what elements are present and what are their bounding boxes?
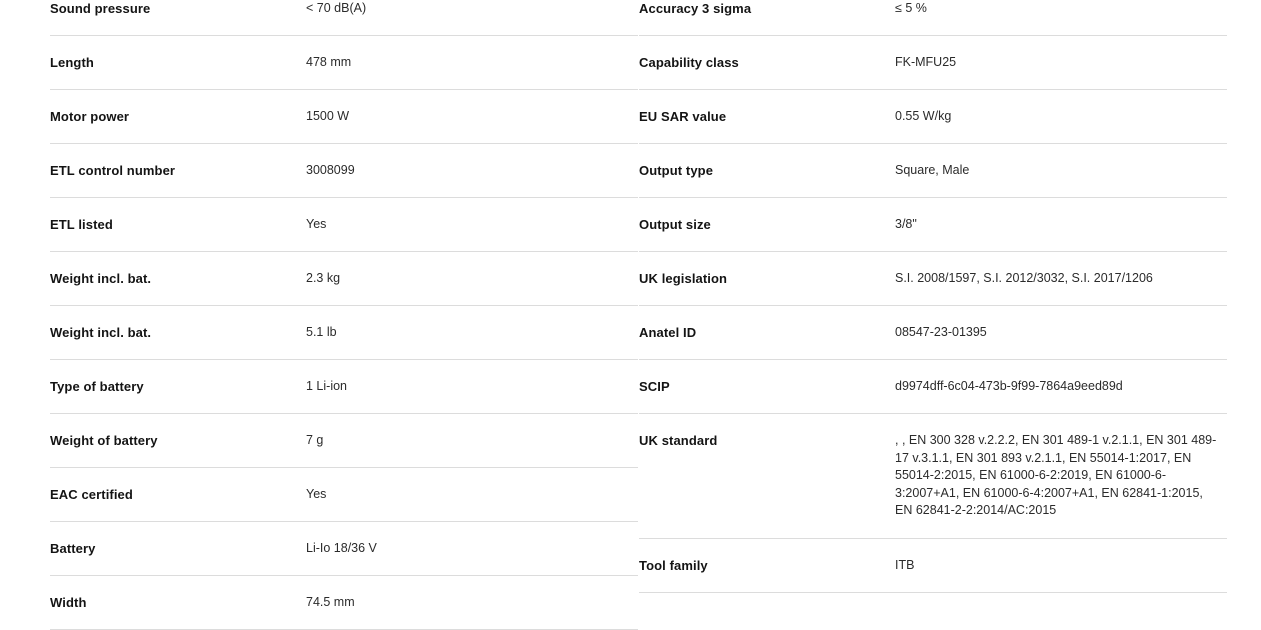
table-row: [639, 539, 1227, 593]
table-row: [50, 198, 638, 252]
table-row: [639, 198, 1227, 252]
spec-value: Yes: [306, 487, 327, 501]
spec-value: d9974dff-6c04-473b-9f99-7864a9eed89d: [895, 379, 1123, 393]
spec-value: 0.55 W/kg: [895, 109, 952, 123]
spec-label: Sound pressure: [50, 1, 151, 16]
spec-value: S.I. 2008/1597, S.I. 2012/3032, S.I. 2017/1206: [895, 271, 1153, 285]
spec-value: ≤ 5 %: [895, 1, 927, 15]
spec-value: < 70 dB(A): [306, 1, 367, 15]
spec-label: Weight incl. bat.: [50, 271, 152, 286]
spec-value: ITB: [895, 557, 915, 572]
spec-label: Weight incl. bat.: [50, 325, 152, 340]
spec-value: Li-Io 18/36 V: [306, 541, 377, 555]
table-row: [639, 360, 1227, 414]
spec-value: 2.3 kg: [306, 271, 341, 285]
specifications-column-left: [50, 0, 638, 630]
spec-label: Capability class: [639, 55, 739, 70]
spec-label: Tool family: [639, 557, 708, 573]
spec-label: Length: [50, 55, 94, 70]
spec-label: Battery: [50, 541, 96, 556]
spec-label: Anatel ID: [639, 325, 697, 340]
spec-label: EU SAR value: [639, 109, 727, 124]
table-row: [50, 144, 638, 198]
spec-label: Type of battery: [50, 379, 144, 394]
specifications-column-right: [639, 0, 1227, 630]
spec-value: 1500 W: [306, 109, 350, 123]
table-row: [50, 306, 638, 360]
spec-value: 1 Li-ion: [306, 379, 347, 393]
table-row: [50, 414, 638, 468]
table-row: [50, 0, 638, 36]
spec-value: 5.1 lb: [306, 325, 337, 339]
spec-label: Output size: [639, 217, 711, 232]
spec-value: Yes: [306, 217, 327, 231]
table-row: [50, 522, 638, 576]
table-row: [639, 36, 1227, 90]
spec-label: Accuracy 3 sigma: [639, 1, 752, 16]
table-row: [50, 360, 638, 414]
spec-label: ETL listed: [50, 217, 113, 232]
spec-value: , , EN 300 328 v.2.2.2, EN 301 489-1 v.2.1.1, EN 301 489-17 v.3.1.1, EN 301 893 v.2.1.1, EN 55014-1:2017, EN 55014-2:2015, EN 61000-6-2:2019, EN 61000-6-3:2007+A1, EN 61000-6-4:2007+A1, EN 62841-1:2015, EN 62841-2-2:2014/AC:2015: [895, 433, 1217, 517]
table-row: [639, 144, 1227, 198]
table-row: [50, 90, 638, 144]
spec-value: 7 g: [306, 433, 324, 447]
table-row: [639, 0, 1227, 36]
table-row: [50, 36, 638, 90]
spec-label: Width: [50, 595, 87, 610]
table-row: [50, 576, 638, 630]
spec-value: FK-MFU25: [895, 55, 957, 69]
spec-value: 74.5 mm: [306, 595, 355, 609]
table-row: [639, 414, 1227, 539]
spec-label: UK standard: [639, 433, 718, 448]
spec-value: 3/8": [895, 217, 917, 231]
spec-label: ETL control number: [50, 163, 176, 178]
spec-value: 3008099: [306, 163, 355, 177]
spec-label: Output type: [639, 163, 714, 178]
spec-label: Weight of battery: [50, 433, 158, 448]
table-row: [639, 252, 1227, 306]
spec-value: 478 mm: [306, 55, 352, 69]
spec-label: EAC certified: [50, 487, 133, 502]
table-row: [639, 90, 1227, 144]
spec-value: Square, Male: [895, 163, 970, 177]
table-row: [639, 306, 1227, 360]
spec-label: UK legislation: [639, 271, 728, 286]
table-row: [50, 468, 638, 522]
spec-label: Motor power: [50, 109, 130, 124]
spec-value: 08547-23-01395: [895, 325, 987, 339]
table-row: [50, 252, 638, 306]
spec-label: SCIP: [639, 379, 670, 394]
